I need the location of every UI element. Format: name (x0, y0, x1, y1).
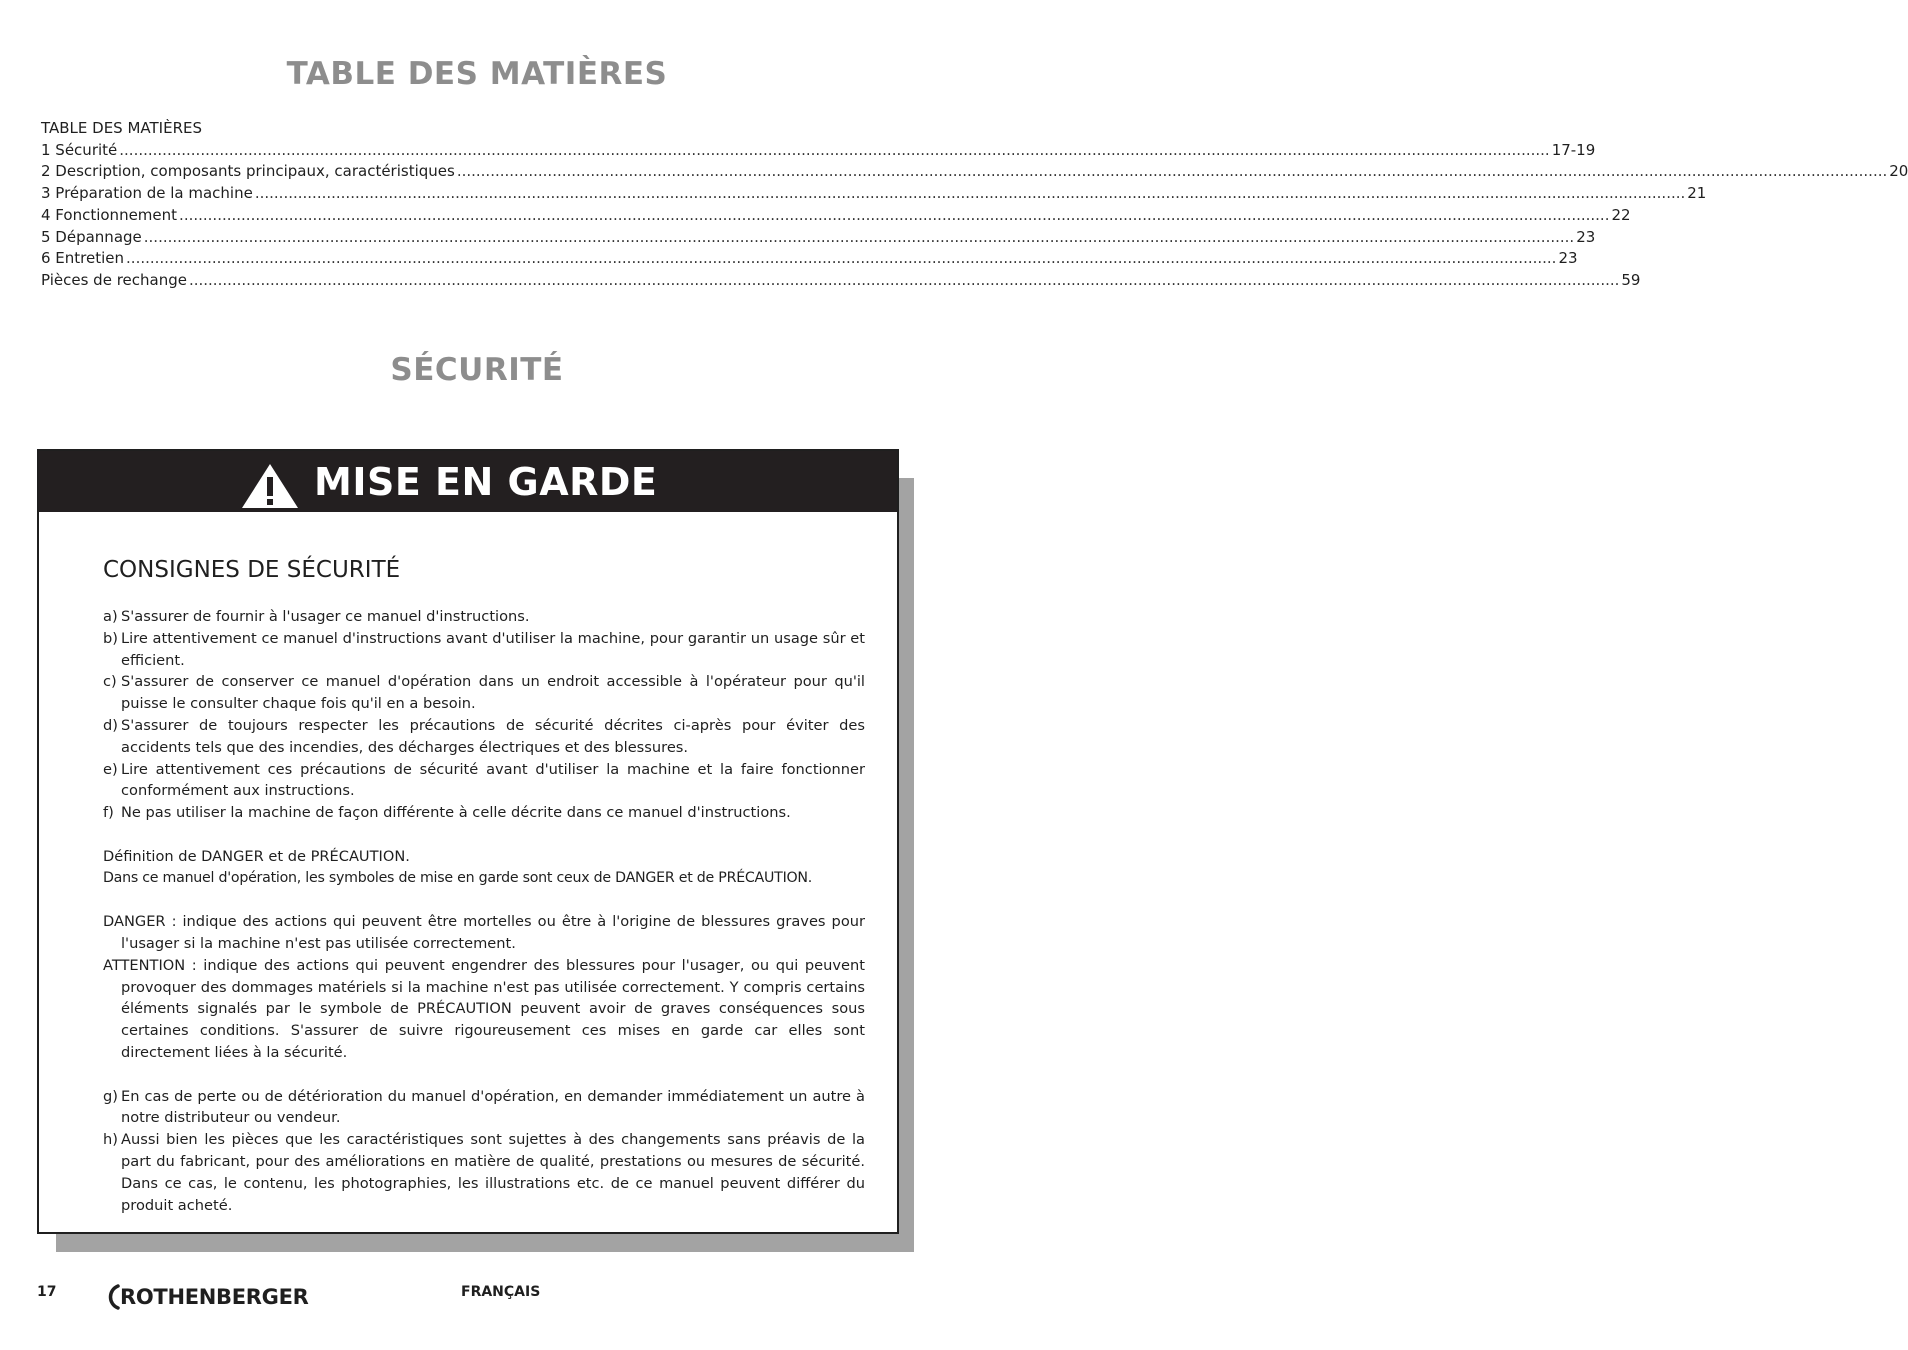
toc-entry-label: 2 Description, composants principaux, caractéristiques (41, 162, 455, 181)
toc-entry-label: 6 Entretien (41, 249, 125, 268)
brand-name: ROTHENBERGER (120, 1285, 309, 1309)
instruction-marker: f) (103, 804, 114, 822)
toc-leader-dots: ............................................................................................................................................................................................................................................................................................................ (143, 227, 1575, 246)
toc-entry-page: 20 (1889, 162, 1908, 181)
definition-title: Définition de DANGER et de PRÉCAUTION. (103, 847, 410, 865)
language-label: FRANÇAIS (461, 1284, 541, 1300)
instruction-text: S'assurer de toujours respecter les précautions de sécurité décrites ci-après pour éviter des accidents tels que des incendies, des décharges électriques et des blessures. (121, 716, 865, 756)
toc-entry-page: 22 (1611, 205, 1631, 224)
instruction-text: Ne pas utiliser la machine de façon différente à celle décrite dans ce manuel d'instructions. (121, 804, 791, 822)
brand-logo (104, 1282, 344, 1312)
instruction-item (103, 759, 865, 803)
section-title: SÉCURITÉ (390, 352, 564, 388)
instruction-item (103, 1129, 865, 1216)
instruction-item (103, 606, 865, 628)
toc-leader-dots: ............................................................................................................................................................................................................................................................................................................ (254, 184, 1686, 203)
toc-entry-label: Pièces de rechange (41, 270, 187, 289)
instruction-text: S'assurer de conserver ce manuel d'opération dans un endroit accessible à l'opérateur pour qu'il puisse le consulter chaque fois qu'il en a besoin. (121, 673, 865, 713)
toc-leader-dots: ............................................................................................................................................................................................................................................................................................................ (456, 162, 1888, 181)
toc-entry-label: 3 Préparation de la machine (41, 184, 253, 203)
toc-leader-dots: ............................................................................................................................................................................................................................................................................................................ (179, 205, 1610, 224)
instruction-marker: b) (103, 629, 118, 647)
toc-title: TABLE DES MATIÈRES (286, 56, 668, 92)
instruction-item (103, 715, 865, 759)
toc-entry-page: 23 (1576, 227, 1596, 246)
warning-triangle-icon (241, 463, 299, 509)
toc-entry (41, 270, 1641, 292)
toc-entry (41, 161, 1908, 183)
toc-heading: TABLE DES MATIÈRES (41, 119, 202, 137)
instruction-item (103, 1086, 865, 1130)
instruction-item (103, 671, 865, 715)
instruction-marker: d) (103, 716, 118, 734)
instruction-text: Lire attentivement ces précautions de sécurité avant d'utiliser la machine et la faire fonctionner conformément aux instructions. (121, 760, 865, 800)
instruction-text: Lire attentivement ce manuel d'instructions avant d'utiliser la machine, pour garantir un usage sûr et efficient. (121, 629, 865, 669)
toc-entry (41, 140, 1596, 162)
table-of-contents (41, 118, 1908, 292)
toc-entry-page: 21 (1687, 184, 1707, 203)
page-number: 17 (37, 1284, 57, 1300)
toc-entry (41, 248, 1578, 270)
warning-header (39, 451, 897, 512)
safety-instructions-heading: CONSIGNES DE SÉCURITÉ (103, 557, 401, 583)
instruction-text: Aussi bien les pièces que les caractéristiques sont sujettes à des changements sans préavis de la part du fabricant, pour des améliorations en matière de qualité, prestations ou mesures de sécurité. Dans ce cas, le contenu, les photographies, les illustrations etc. de ce manuel peuvent différer du produit acheté. (121, 1131, 865, 1214)
instruction-marker: g) (103, 1087, 118, 1105)
warning-body (103, 606, 865, 1216)
instruction-text: En cas de perte ou de détérioration du manuel d'opération, en demander immédiatement un autre à notre distributeur ou vendeur. (121, 1087, 865, 1127)
toc-entry-page: 23 (1558, 249, 1578, 268)
toc-entry (41, 183, 1707, 205)
instruction-item (103, 802, 865, 824)
danger-definition: DANGER : indique des actions qui peuvent être mortelles ou être à l'origine de blessures graves pour l'usager si la machine n'est pas utilisée correctement. (103, 913, 865, 952)
toc-entry-page: 17-19 (1551, 140, 1596, 159)
instruction-item (103, 628, 865, 672)
definition-text: Dans ce manuel d'opération, les symboles de mise en garde sont ceux de DANGER et de PRÉCAUTION. (103, 869, 813, 886)
instruction-list-a (103, 606, 865, 824)
toc-leader-dots: ............................................................................................................................................................................................................................................................................................................ (188, 270, 1620, 289)
attention-definition: ATTENTION : indique des actions qui peuvent engendrer des blessures pour l'usager, ou qui peuvent provoquer des dommages matériels si la machine n'est pas utilisée correctement. Y compris certains éléments signalés par le symbole de PRÉCAUTION peuvent avoir de graves conséquences sous certaines conditions. S'assurer de suivre rigoureusement ces mises en garde car elles sont directement liées à la sécurité. (103, 956, 865, 1061)
warning-header-text: MISE EN GARDE (314, 460, 658, 504)
toc-entry-page: 59 (1621, 270, 1641, 289)
toc-list (41, 140, 1908, 292)
toc-entry (41, 227, 1596, 249)
instruction-marker: h) (103, 1131, 118, 1149)
instruction-marker: a) (103, 608, 118, 625)
toc-leader-dots: ............................................................................................................................................................................................................................................................................................................ (119, 140, 1550, 159)
toc-entry-label: 1 Sécurité (41, 140, 118, 159)
instruction-list-b (103, 1086, 865, 1217)
warning-box (37, 449, 899, 1234)
toc-leader-dots: ............................................................................................................................................................................................................................................................................................................ (126, 249, 1557, 268)
toc-entry-label: 4 Fonctionnement (41, 205, 178, 224)
instruction-marker: e) (103, 760, 118, 778)
instruction-marker: c) (103, 673, 117, 691)
toc-entry-label: 5 Dépannage (41, 227, 142, 246)
toc-entry (41, 205, 1631, 227)
instruction-text: S'assurer de fournir à l'usager ce manuel d'instructions. (121, 608, 530, 625)
